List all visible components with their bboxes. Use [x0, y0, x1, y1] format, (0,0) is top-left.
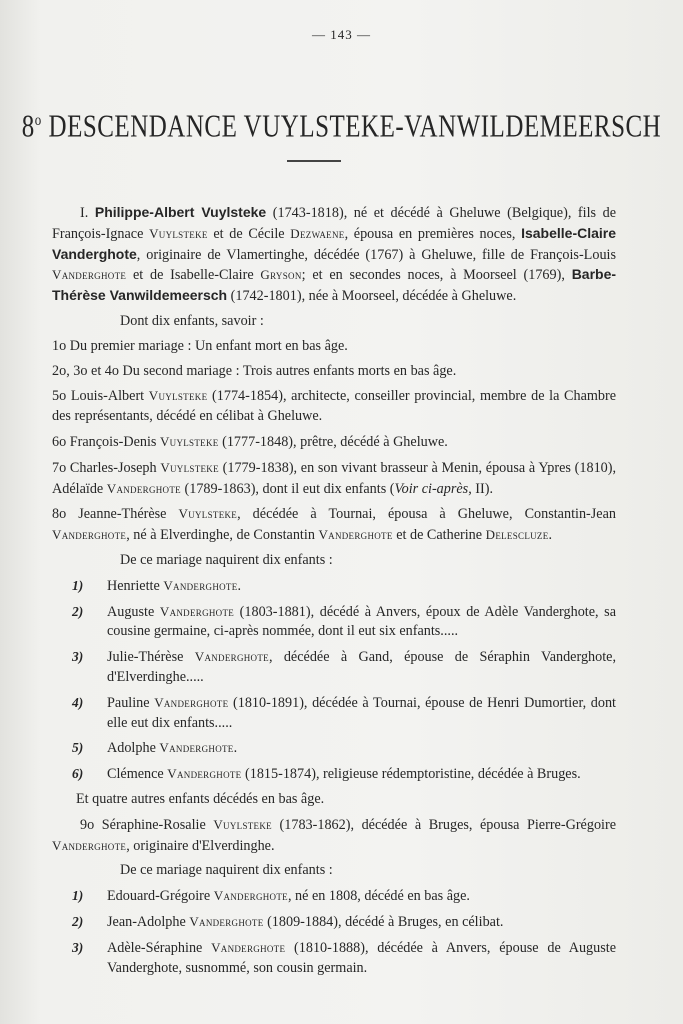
intro-sc-1: Vuylsteke: [149, 225, 208, 241]
intro-text-4: , originaire de Vlamertinghe, décédée (1767) à Gheluwe, fille de François-Louis: [136, 246, 616, 263]
child-name: Pauline: [107, 694, 150, 711]
item-9-sc: Vuylsteke: [213, 816, 272, 832]
item-8-text-e: .: [548, 527, 553, 544]
item-5: [52, 386, 616, 427]
item-8-text-b: , décédée à Tournai, épousa à Gheluwe, Constantin-Jean: [237, 506, 616, 523]
list-number: 5): [72, 740, 84, 756]
item-6-text-a: 6o François-Denis: [52, 433, 157, 450]
intro-sc-3: Vanderghote: [52, 267, 127, 283]
list-item: [52, 764, 616, 785]
list-number: 3): [72, 649, 84, 665]
de-ce-mariage-2: De ce mariage naquirent dix enfants :: [120, 862, 333, 879]
child-name: Jean-Adolphe: [107, 913, 186, 930]
child-surname: Vanderghote: [159, 740, 234, 756]
name-isabelle-claire: Isabelle-Claire Vanderghote: [52, 224, 617, 262]
child-name: Auguste: [107, 603, 155, 620]
child-surname: Vanderghote: [194, 649, 269, 665]
children-list-b: [52, 886, 616, 978]
intro-text-5: et de Isabelle-Claire: [132, 267, 254, 284]
intro-paragraph: [52, 203, 616, 307]
item-8-sc: Vuylsteke: [178, 506, 238, 522]
list-item: [52, 912, 616, 933]
item-7: [52, 458, 616, 500]
item-7-text-a: 7o Charles-Joseph: [52, 459, 157, 476]
list-number: 6): [72, 766, 84, 782]
intro-sc-4: Gryson: [260, 267, 302, 283]
child-name: Adèle-Séraphine: [107, 939, 203, 956]
child-name: Julie-Thérèse: [107, 649, 184, 666]
de-ce-mariage-1: De ce mariage naquirent dix enfants :: [120, 551, 333, 568]
list-number: 4): [72, 694, 84, 710]
dont-dix-enfants: Dont dix enfants, savoir :: [120, 312, 264, 329]
intro-text-3: , épousa en premières noces,: [344, 225, 516, 242]
intro-text-1: (1743-1818), né et décédé à Gheluwe (Belgique), fils de François-Ignace: [52, 205, 617, 242]
list-item: [52, 647, 616, 688]
child-details: (1810-1891), décédée à Tournai, épouse de Henri Dumortier, dont elle eut dix enfants.....: [107, 694, 617, 731]
item-8-sc-4: Delescluze: [485, 527, 549, 543]
child-surname: Vanderghote: [167, 766, 242, 782]
child-details: (1810-1888), décédée à Anvers, épouse de Auguste Vanderghote, susnommé, son cousin germain.: [107, 939, 616, 976]
child-details: .: [237, 577, 242, 594]
item-6-sc: Vuylsteke: [159, 433, 219, 449]
item-5-text-b: (1774-1854), architecte, conseiller provincial, membre de la Chambre des représentants, décédé en célibat à Gheluwe.: [52, 388, 617, 425]
list-item: [52, 693, 616, 734]
name-philippe-albert: Philippe-Albert Vuylsteke: [94, 204, 267, 220]
list-item: [52, 886, 616, 907]
item-2-3-4: 2o, 3o et 4o Du second mariage : Trois autres enfants morts en bas âge.: [52, 362, 457, 379]
item-7-sc-2: Vanderghote: [106, 480, 181, 496]
list-item: [52, 738, 616, 759]
child-surname: Vanderghote: [163, 577, 238, 593]
item-7-text-c: (1789-1863), dont il eut dix enfants (: [184, 480, 395, 497]
body-text: [52, 203, 616, 978]
item-9: [52, 815, 616, 857]
intro-sc-2: Dezwaene: [290, 225, 345, 241]
child-details: , décédée à Gand, épouse de Séraphin Vanderghote, d'Elverdinghe.....: [107, 649, 617, 685]
item-6-text-b: (1777-1848), prêtre, décédé à Gheluwe.: [222, 433, 448, 450]
item-7-crossref: Voir ci-après: [394, 480, 469, 497]
list-number: 3): [72, 939, 84, 955]
item-9-sc-2: Vanderghote: [52, 837, 127, 853]
item-7-sc: Vuylsteke: [160, 459, 219, 475]
intro-text-6: ; et en secondes noces, à Moorseel (1769),: [301, 267, 565, 284]
child-details: (1809-1884), décédé à Bruges, en célibat.: [267, 913, 504, 930]
list-number: 1): [72, 577, 84, 593]
intro-text-2: et de Cécile: [213, 225, 285, 242]
child-surname: Vanderghote: [213, 888, 288, 904]
list-item: [52, 576, 616, 597]
child-surname: Vanderghote: [211, 939, 286, 955]
item-9-text-b: (1783-1862), décédée à Bruges, épousa Pierre-Grégoire: [279, 816, 616, 833]
title-ordinal: 8: [21, 110, 35, 144]
list-number: 1): [72, 888, 84, 904]
list-item: [52, 938, 616, 979]
list-number: 2): [72, 603, 84, 619]
child-name: Edouard-Grégoire: [107, 888, 211, 905]
child-surname: Vanderghote: [159, 603, 235, 619]
page-number: — 143 —: [312, 27, 371, 42]
title-rule: [287, 160, 341, 162]
item-7-text-d: , II).: [468, 480, 494, 497]
et-quatre-autres: Et quatre autres enfants décédés en bas âge.: [76, 790, 325, 807]
name-barbe-therese: Barbe-Thérèse Vanwildemeersch: [52, 266, 617, 304]
title-text: DESCENDANCE VUYLSTEKE-VANWILDEMEERSCH: [48, 110, 662, 144]
child-name: Adolphe: [107, 740, 156, 757]
item-5-sc: Vuylsteke: [148, 388, 208, 404]
children-list-a: [52, 576, 616, 785]
child-surname: Vanderghote: [154, 694, 229, 710]
item-8-text-d: et de Catherine: [396, 527, 483, 544]
child-name: Henriette: [107, 577, 160, 594]
item-8-sc-3: Vanderghote: [318, 527, 393, 543]
item-8: [52, 504, 616, 546]
list-item: [52, 602, 616, 643]
item-1: 1o Du premier mariage : Un enfant mort en bas âge.: [52, 337, 348, 354]
item-7-text-b: (1779-1838), en son vivant brasseur à Menin, épousa à Ypres (1810), Adélaïde: [52, 459, 617, 497]
list-number: 2): [72, 913, 84, 929]
child-name: Clémence: [107, 766, 164, 783]
child-details: (1803-1881), décédé à Anvers, époux de Adèle Vanderghote, sa cousine germaine, ci-après nommée, dont il eut six enfants.....: [107, 603, 616, 640]
item-9-text-a: 9o Séraphine-Rosalie: [80, 816, 206, 833]
item-8-sc-2: Vanderghote: [52, 527, 127, 543]
child-details: .: [233, 740, 238, 757]
child-details: , né en 1808, décédé en bas âge.: [287, 888, 470, 905]
section-title: [0, 110, 683, 145]
item-8-text-a: 8o Jeanne-Thérèse: [52, 506, 167, 523]
item-6: [52, 432, 616, 453]
item-8-text-c: , né à Elverdinghe, de Constantin: [126, 527, 315, 544]
child-details: (1815-1874), religieuse rédemptoristine, décédée à Bruges.: [245, 766, 581, 783]
child-surname: Vanderghote: [189, 913, 264, 929]
item-9-text-c: , originaire d'Elverdinghe.: [126, 837, 275, 854]
intro-text-7: (1742-1801), née à Moorseel, décédée à Gheluwe.: [230, 288, 517, 305]
roman-numeral: I.: [80, 205, 89, 221]
title-ordinal-suffix: o: [34, 110, 42, 129]
item-5-text-a: 5o Louis-Albert: [52, 388, 145, 405]
